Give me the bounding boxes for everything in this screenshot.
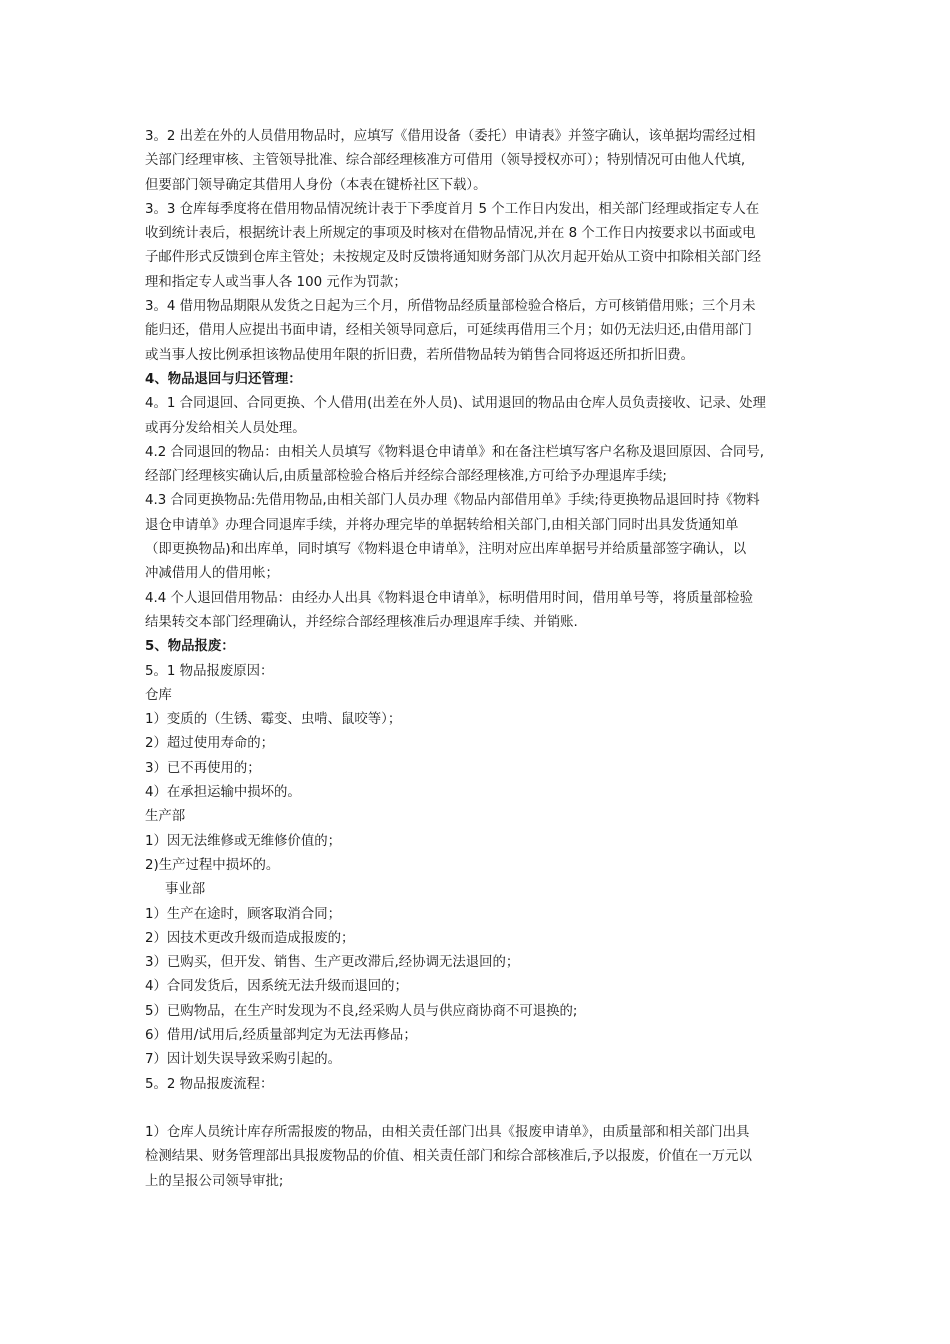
text-line: 2)生产过程中损坏的。 xyxy=(145,857,280,873)
text-line: 5。1 物品报废原因： xyxy=(145,663,274,679)
text-line: 4.2 合同退回的物品：由相关人员填写《物料退仓申请单》和在备注栏填写客户名称及退回原因、合同号, xyxy=(145,444,764,460)
text-line: 结果转交本部门经理确认，并经综合部经理核准后办理退库手续、并销账. xyxy=(145,614,578,630)
text-line: 经部门经理核实确认后,由质量部检验合格后并经综合部经理核准,方可给予办理退库手续; xyxy=(145,469,667,485)
text-line: 4。1 合同退回、合同更换、个人借用(出差在外人员)、试用退回的物品由仓库人员负责接收、记录、处理 xyxy=(145,396,766,412)
section-heading: 5、物品报废： xyxy=(145,639,235,655)
text-line: 1）变质的（生锈、霉变、虫啃、鼠咬等）； xyxy=(145,712,402,728)
text-line: 上的呈报公司领导审批; xyxy=(145,1173,284,1189)
document-body xyxy=(145,125,810,1194)
text-line: 理和指定专人或当事人各 100 元作为罚款； xyxy=(145,274,407,290)
text-line: 生产部 xyxy=(145,809,186,825)
text-line: 仓库 xyxy=(145,687,172,703)
text-line: 或再分发给相关人员处理。 xyxy=(145,420,306,436)
text-line: 或当事人按比例承担该物品使用年限的折旧费，若所借物品转为销售合同将返还所扣折旧费。 xyxy=(145,347,695,363)
text-line: 冲减借用人的借用帐； xyxy=(145,566,279,582)
text-line: 4）在承担运输中损坏的。 xyxy=(145,785,301,801)
text-line: 2）因技术更改升级而造成报废的； xyxy=(145,930,355,946)
text-line: 3）已不再使用的； xyxy=(145,760,261,776)
text-line: 关部门经理审核、主管领导批准、综合部经理核准方可借用（领导授权亦可）；特别情况可由他人代填, xyxy=(145,153,746,169)
text-line: 3。2 出差在外的人员借用物品时，应填写《借用设备（委托）申请表》并签字确认，该单据均需经过相 xyxy=(145,129,756,144)
text-line: 3）已购买，但开发、销售、生产更改滞后,经协调无法退回的； xyxy=(145,955,520,971)
text-line: 3。4 借用物品期限从发货之日起为三个月，所借物品经质量部检验合格后，方可核销借用账；三个月未 xyxy=(145,299,756,315)
text-line: 3。3 仓库每季度将在借用物品情况统计表于下季度首月 5 个工作日内发出，相关部门经理或指定专人在 xyxy=(145,201,760,217)
text-line: 退仓申请单》办理合同退库手续，并将办理完毕的单据转给相关部门,由相关部门同时出具发货通知单 xyxy=(145,517,739,533)
text-line: 4.3 合同更换物品:先借用物品,由相关部门人员办理《物品内部借用单》手续;待更换物品退回时持《物料 xyxy=(145,493,760,509)
text-line: 4）合同发货后，因系统无法升级而退回的； xyxy=(145,979,408,995)
text-line: 1）仓库人员统计库存所需报废的物品，由相关责任部门出具《报废申请单》，由质量部和相关部门出具 xyxy=(145,1125,750,1141)
text-line: 5。2 物品报废流程： xyxy=(145,1076,274,1092)
blank-line xyxy=(145,1097,810,1121)
text-line: 收到统计表后，根据统计表上所规定的事项及时核对在借物品情况,并在 8 个工作日内按要求以书面或电 xyxy=(145,226,756,242)
text-line: 1）因无法维修或无维修价值的； xyxy=(145,833,341,849)
text-line: 6）借用/试用后,经质量部判定为无法再修品； xyxy=(145,1027,417,1043)
text-line: 但要部门领导确定其借用人身份（本表在键桥社区下载）。 xyxy=(145,177,487,193)
text-line: 4.4 个人退回借用物品：由经办人出具《物料退仓申请单》，标明借用时间，借用单号等，将质量部检验 xyxy=(145,590,754,606)
text-line: 7）因计划失误导致采购引起的。 xyxy=(145,1052,341,1068)
text-line: 事业部 xyxy=(165,882,206,898)
text-line: 能归还，借用人应提出书面申请，经相关领导同意后，可延续再借用三个月；如仍无法归还,由借用部门 xyxy=(145,323,752,339)
text-line: 2）超过使用寿命的； xyxy=(145,736,275,752)
text-line: 子邮件形式反馈到仓库主管处；未按规定及时反馈将通知财务部门从次月起开始从工资中扣除相关部门经 xyxy=(145,250,761,266)
text-line: 检测结果、财务管理部出具报废物品的价值、相关责任部门和综合部核准后,予以报废，价值在一万元以 xyxy=(145,1149,752,1165)
text-line: （即更换物品)和出库单，同时填写《物料退仓申请单》，注明对应出库单据号并给质量部签字确认，以 xyxy=(145,542,747,558)
section-heading: 4、物品退回与归还管理： xyxy=(145,371,302,387)
text-line: 5）已购物品，在生产时发现为不良,经采购人员与供应商协商不可退换的; xyxy=(145,1003,578,1019)
text-line: 1）生产在途时，顾客取消合同； xyxy=(145,906,341,922)
